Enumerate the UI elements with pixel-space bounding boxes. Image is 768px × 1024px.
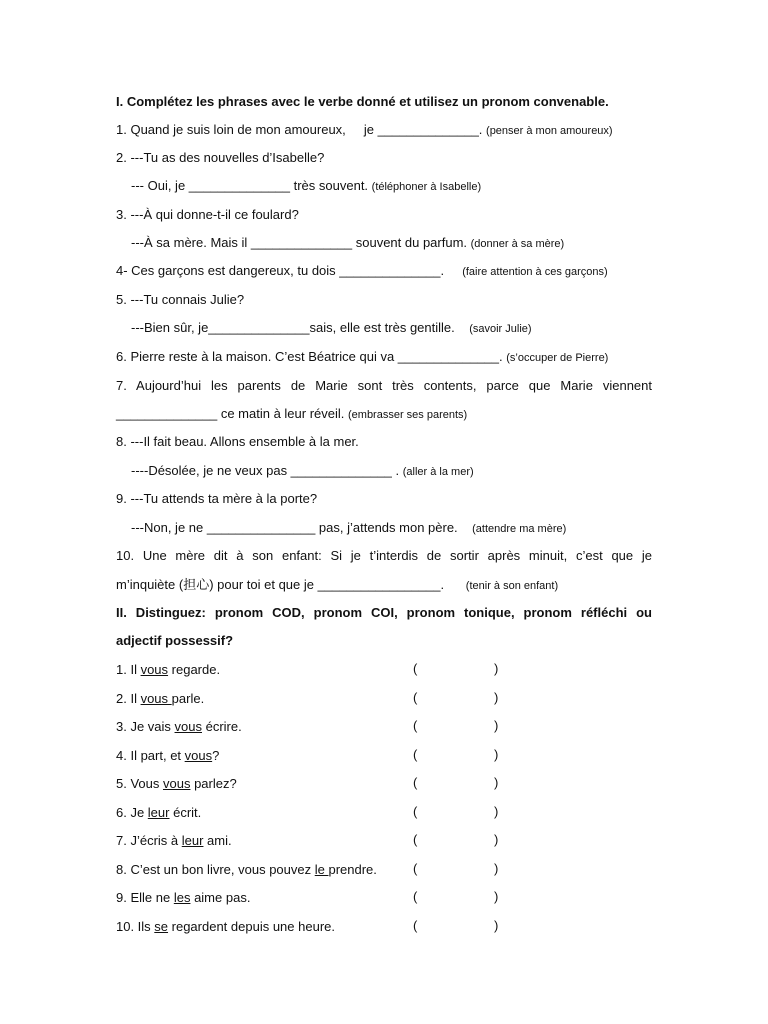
question-7-line2 (116, 405, 652, 423)
answer-blank-open-paren: ( (413, 804, 418, 819)
answer-blank-close-paren: ) (494, 861, 499, 876)
part2-item-sentence (116, 861, 416, 879)
sentence-end: parlez? (190, 776, 237, 791)
sentence-end: parle. (171, 691, 205, 706)
question-5-hint: (savoir Julie) (469, 323, 532, 335)
question-8-answer (131, 462, 667, 480)
question-10-hint: (tenir à son enfant) (465, 580, 559, 592)
sentence-end: écrire. (202, 719, 242, 734)
question-6-text: 6. Pierre reste à la maison. C’est Béatrice qui va ______________. (116, 349, 507, 364)
answer-blank-close-paren: ) (494, 804, 499, 819)
question-2-prompt: 2. ---Tu as des nouvelles d’Isabelle? (116, 150, 325, 165)
question-4-text: 4- Ces garçons est dangereux, tu dois ______________. (116, 263, 463, 278)
question-10-text: m’inquiète (担心) pour toi et que je _________________. (116, 577, 466, 592)
question-6 (116, 348, 652, 366)
question-5-answer (131, 319, 667, 337)
part2-title-line2: adjectif possessif? (116, 633, 234, 648)
answer-blank-close-paren: ) (494, 690, 499, 705)
part2-item-sentence (116, 690, 416, 708)
question-9-hint: (attendre ma mère) (472, 523, 567, 535)
question-10-line2 (116, 576, 652, 594)
part2-title-line1: II. Distinguez: pronom COD, pronom COI, pronom tonique, pronom réfléchi ou (116, 605, 652, 620)
sentence-start: 3. Je vais (116, 719, 175, 734)
sentence-end: ami. (203, 833, 232, 848)
question-8-hint: (aller à la mer) (402, 466, 474, 478)
sentence-end: prendre. (328, 862, 377, 877)
answer-blank-open-paren: ( (413, 775, 418, 790)
part2-item-7 (0, 832, 768, 850)
question-1-hint: (penser à mon amoureux) (486, 125, 613, 137)
answer-blank-close-paren: ) (494, 718, 499, 733)
sentence-start: 5. Vous (116, 776, 163, 791)
part2-item-sentence (116, 804, 416, 822)
sentence-end: regardent depuis une heure. (168, 919, 335, 934)
answer-blank-close-paren: ) (494, 775, 499, 790)
underlined-pronoun: vous (140, 662, 169, 677)
answer-blank-close-paren: ) (494, 918, 499, 933)
answer-blank-close-paren: ) (494, 889, 499, 904)
underlined-pronoun: le (314, 862, 329, 877)
part2-item-sentence (116, 661, 416, 679)
underlined-pronoun: vous (174, 719, 202, 734)
part2-item-5 (0, 775, 768, 793)
question-3-prompt: 3. ---À qui donne-t-il ce foulard? (116, 207, 299, 222)
answer-blank-open-paren: ( (413, 718, 418, 733)
question-5-text: ---Bien sûr, je______________sais, elle est très gentille. (131, 320, 470, 335)
part2-item-sentence (116, 747, 416, 765)
sentence-start: 8. C’est un bon livre, vous pouvez (116, 862, 315, 877)
question-10-line1: 10. Une mère dit à son enfant: Si je t’interdis de sortir après minuit, c’est que je (116, 548, 652, 563)
question-2-hint: (téléphoner à Isabelle) (371, 181, 482, 193)
question-4-hint: (faire attention à ces garçons) (462, 266, 608, 278)
answer-blank-open-paren: ( (413, 918, 418, 933)
sentence-start: 6. Je (116, 805, 148, 820)
underlined-pronoun: vous (184, 748, 213, 763)
answer-blank-open-paren: ( (413, 861, 418, 876)
sentence-start: 10. Ils (116, 919, 155, 934)
question-3-text: ---À sa mère. Mais il ______________ souvent du parfum. (131, 235, 471, 250)
part2-item-3 (0, 718, 768, 736)
question-5-prompt: 5. ---Tu connais Julie? (116, 292, 245, 307)
part2-item-1 (0, 661, 768, 679)
question-8-prompt: 8. ---Il fait beau. Allons ensemble à la mer. (116, 434, 359, 449)
part2-item-4 (0, 747, 768, 765)
sentence-end: écrit. (169, 805, 202, 820)
part2-item-sentence (116, 918, 416, 936)
answer-blank-close-paren: ) (494, 661, 499, 676)
underlined-pronoun: vous (140, 691, 172, 706)
answer-blank-open-paren: ( (413, 889, 418, 904)
underlined-pronoun: les (173, 890, 191, 905)
part1-title: I. Complétez les phrases avec le verbe donné et utilisez un pronom convenable. (116, 94, 609, 109)
underlined-pronoun: leur (181, 833, 204, 848)
sentence-start: 7. J’écris à (116, 833, 182, 848)
question-9-prompt: 9. ---Tu attends ta mère à la porte? (116, 491, 318, 506)
part2-item-8 (0, 861, 768, 879)
question-1 (116, 121, 652, 139)
question-9-text: ---Non, je ne _______________ pas, j’attends mon père. (131, 520, 473, 535)
sentence-start: 9. Elle ne (116, 890, 174, 905)
sentence-end: aime pas. (190, 890, 251, 905)
part2-item-sentence (116, 832, 416, 850)
question-9-answer (131, 519, 667, 537)
answer-blank-open-paren: ( (413, 747, 418, 762)
question-4 (116, 262, 652, 280)
answer-blank-open-paren: ( (413, 690, 418, 705)
question-1-text: 1. Quand je suis loin de mon amoureux, je ______________. (116, 122, 487, 137)
underlined-pronoun: vous (162, 776, 191, 791)
answer-blank-open-paren: ( (413, 661, 418, 676)
question-2-answer (131, 177, 667, 195)
answer-blank-open-paren: ( (413, 832, 418, 847)
underlined-pronoun: se (154, 919, 169, 934)
sentence-start: 1. Il (116, 662, 141, 677)
question-7-text: ______________ ce matin à leur réveil. (116, 406, 348, 421)
part2-item-2 (0, 690, 768, 708)
question-2-text: --- Oui, je ______________ très souvent. (131, 178, 372, 193)
sentence-start: 4. Il part, et (116, 748, 185, 763)
part2-item-sentence (116, 718, 416, 736)
question-3-answer (131, 234, 667, 252)
question-7-line1: 7. Aujourd’hui les parents de Marie sont très contents, parce que Marie viennent (116, 378, 652, 393)
part2-item-sentence (116, 889, 416, 907)
part2-item-10 (0, 918, 768, 936)
answer-blank-close-paren: ) (494, 747, 499, 762)
sentence-end: regarde. (168, 662, 221, 677)
question-8-text: ----Désolée, je ne veux pas ______________ . (131, 463, 403, 478)
answer-blank-close-paren: ) (494, 832, 499, 847)
part2-item-6 (0, 804, 768, 822)
question-3-hint: (donner à sa mère) (470, 238, 565, 250)
underlined-pronoun: leur (147, 805, 170, 820)
part2-item-9 (0, 889, 768, 907)
sentence-end: ? (212, 748, 220, 763)
question-7-hint: (embrasser ses parents) (348, 409, 468, 421)
part2-item-sentence (116, 775, 416, 793)
question-6-hint: (s’occuper de Pierre) (506, 352, 609, 364)
sentence-start: 2. Il (116, 691, 141, 706)
